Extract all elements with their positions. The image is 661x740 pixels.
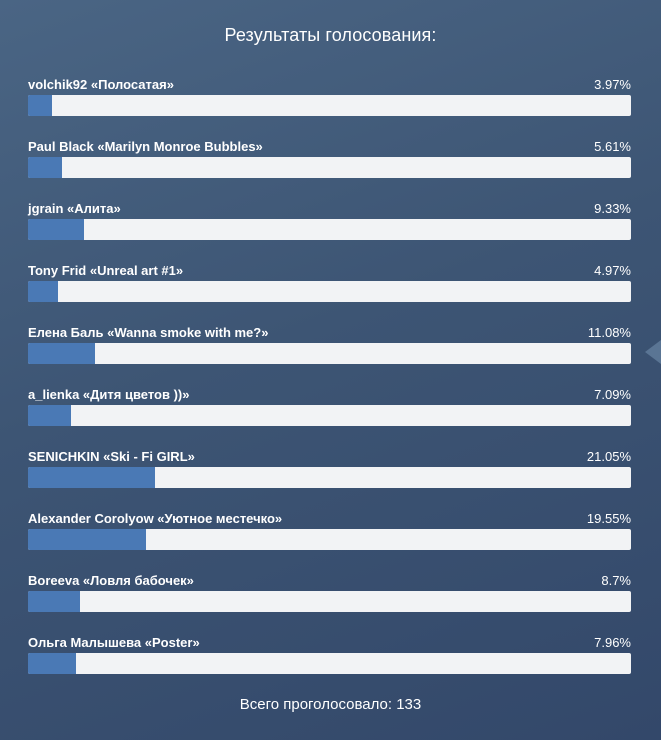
option-label: a_lienka «Дитя цветов ))»: [28, 387, 190, 402]
option-header: [28, 263, 631, 280]
option-percent: 8.7%: [601, 573, 631, 588]
poll-option: [28, 263, 631, 325]
poll-option: [28, 139, 631, 201]
option-header: [28, 139, 631, 156]
poll-options: [28, 77, 631, 697]
option-percent: 7.96%: [594, 635, 631, 650]
option-label: Елена Баль «Wanna smoke with me?»: [28, 325, 269, 340]
poll-option: [28, 387, 631, 449]
option-label: Boreeva «Ловля бабочек»: [28, 573, 194, 588]
option-percent: 21.05%: [586, 449, 631, 464]
option-label: volchik92 «Полосатая»: [28, 77, 174, 92]
progress-bar-fill: [28, 157, 62, 178]
poll-option: [28, 201, 631, 263]
progress-bar-fill: [28, 405, 71, 426]
progress-bar: [28, 281, 631, 302]
option-label: Ольга Малышева «Poster»: [28, 635, 200, 650]
option-label: Paul Black «Marilyn Monroe Bubbles»: [28, 139, 263, 154]
progress-bar-fill: [28, 95, 52, 116]
progress-bar-fill: [28, 467, 155, 488]
progress-bar: [28, 529, 631, 550]
progress-bar: [28, 467, 631, 488]
option-label: jgrain «Алита»: [28, 201, 121, 216]
progress-bar: [28, 157, 631, 178]
poll-title: Результаты голосования:: [224, 25, 437, 45]
progress-bar: [28, 653, 631, 674]
poll-option: [28, 635, 631, 697]
option-percent: 9.33%: [594, 201, 631, 216]
option-percent: 11.08%: [587, 325, 631, 340]
progress-bar-fill: [28, 653, 76, 674]
total-votes: Всего проголосовало: 133: [239, 696, 422, 713]
progress-bar-fill: [28, 591, 80, 612]
poll-option: [28, 77, 631, 139]
slider-arrow-icon[interactable]: [645, 340, 661, 364]
poll-option: [28, 325, 631, 387]
option-header: [28, 387, 631, 404]
poll-option: [28, 449, 631, 511]
progress-bar: [28, 591, 631, 612]
progress-bar: [28, 95, 631, 116]
poll-option: [28, 511, 631, 573]
option-percent: 3.97%: [594, 77, 631, 92]
option-header: [28, 325, 631, 342]
progress-bar-fill: [28, 529, 146, 550]
option-percent: 5.61%: [594, 139, 631, 154]
progress-bar: [28, 219, 631, 240]
poll-option: [28, 573, 631, 635]
option-header: [28, 511, 631, 528]
progress-bar-fill: [28, 219, 84, 240]
option-label: Tony Frid «Unreal art #1»: [28, 263, 184, 278]
option-header: [28, 77, 631, 94]
option-label: Alexander Corolyow «Уютное местечко»: [28, 511, 283, 526]
option-percent: 4.97%: [594, 263, 631, 278]
option-percent: 19.55%: [586, 511, 631, 526]
option-header: [28, 449, 631, 466]
progress-bar-fill: [28, 281, 58, 302]
option-label: SENICHKIN «Ski - Fi GIRL»: [28, 449, 195, 464]
option-percent: 7.09%: [594, 387, 631, 402]
option-header: [28, 573, 631, 590]
progress-bar: [28, 343, 631, 364]
option-header: [28, 201, 631, 218]
progress-bar: [28, 405, 631, 426]
progress-bar-fill: [28, 343, 95, 364]
option-header: [28, 635, 631, 652]
